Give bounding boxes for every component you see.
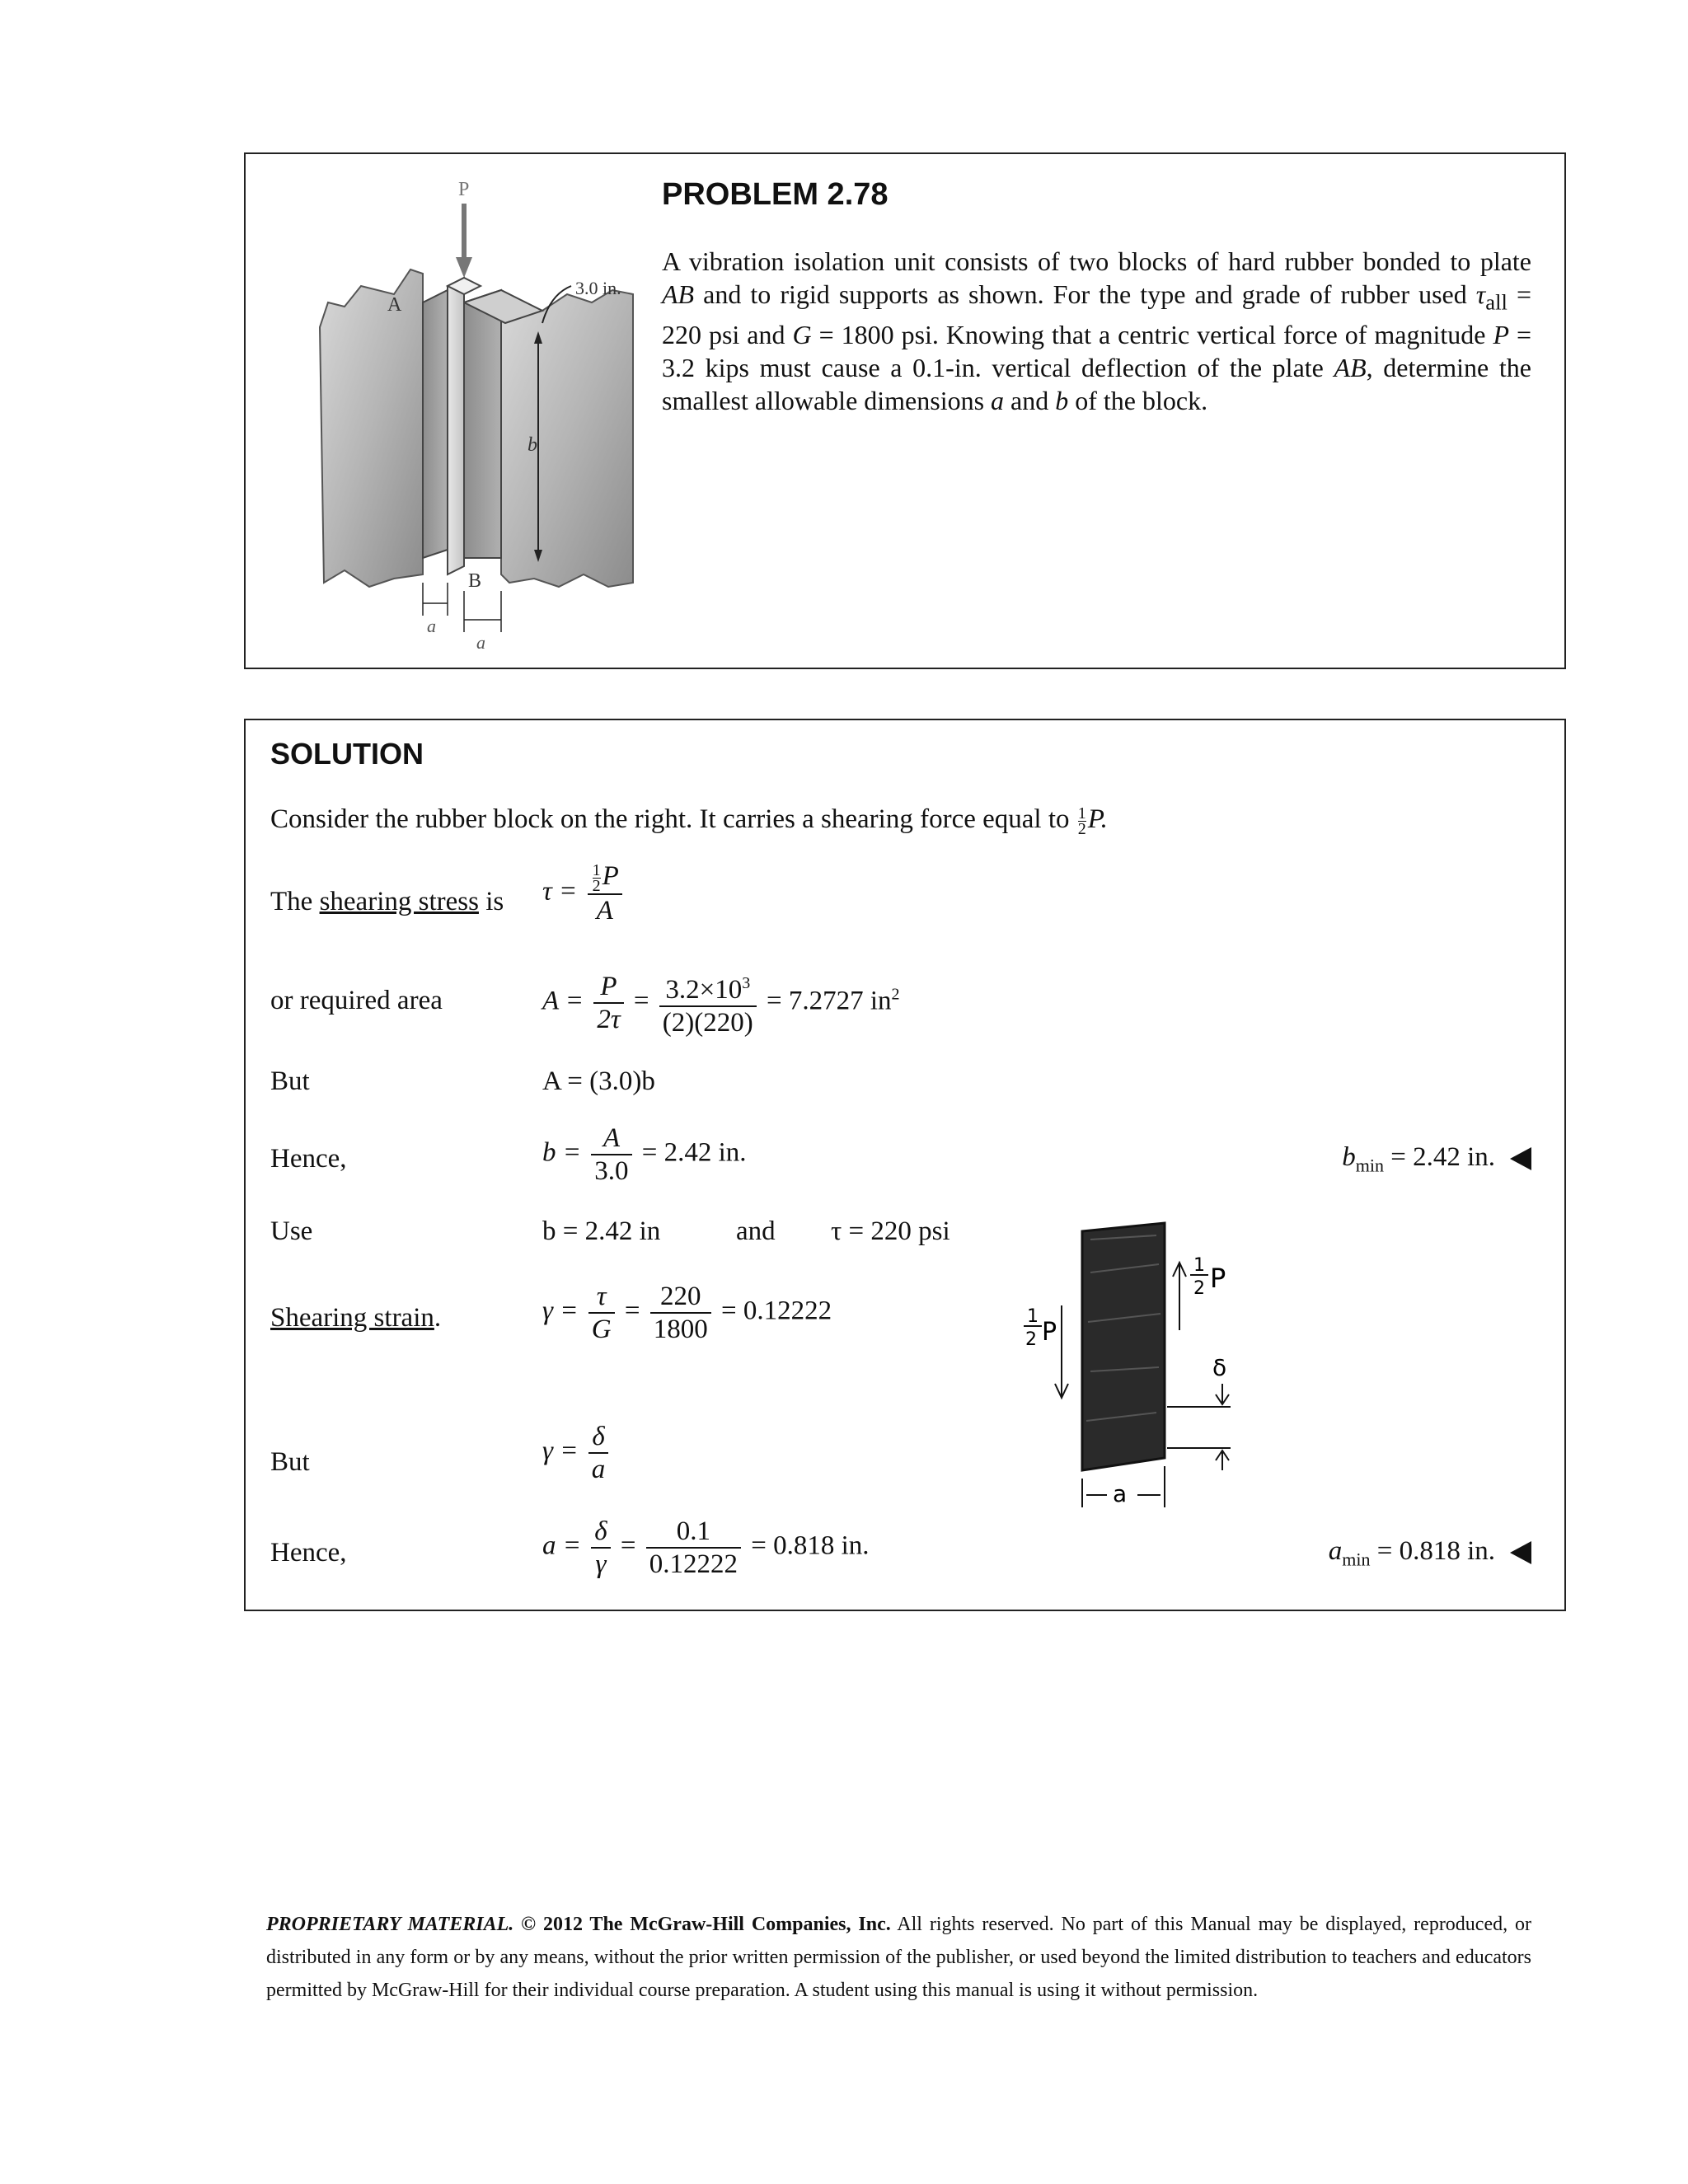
label-thickness: 3.0 in. xyxy=(575,278,621,298)
eq-shearing-strain: γ = $\frac{\tau}{G}$ = $\frac{220}{1800}$ = 0.12222 xyxy=(542,1282,832,1344)
label-but-2: But xyxy=(270,1447,310,1477)
eq-use-and: and xyxy=(736,1216,776,1246)
problem-title: PROBLEM 2.78 xyxy=(662,177,889,212)
answer-b-min: $b_{min} = 2.42$ in. xyxy=(1342,1142,1531,1177)
label-shearing-stress: The shearing stress is xyxy=(270,887,504,916)
eq-use-b: b = 2.42 in xyxy=(542,1216,661,1246)
right-rubber-block xyxy=(464,290,501,558)
eq-required-area: A = $\frac{P}{2\tau}$ = $\frac{3.2\times 10^3}{(2)(220)}$ = 7.2727 $in^2$ xyxy=(542,968,900,1038)
eq-a-value: a = $\frac{\delta}{\gamma}$ = $\frac{0.1}{0.12222}$ = 0.818 in. xyxy=(542,1516,870,1579)
solution-box xyxy=(244,719,1566,1611)
problem-box xyxy=(244,152,1566,669)
label-required-area: or required area xyxy=(270,986,443,1015)
label-shearing-strain: Shearing strain. xyxy=(270,1303,442,1333)
sketch-right-p: P xyxy=(1210,1263,1226,1294)
sketch-delta: δ xyxy=(1212,1354,1227,1381)
label-hence-2: Hence, xyxy=(270,1538,347,1568)
label-hence-1: Hence, xyxy=(270,1144,347,1174)
sketch-a: a xyxy=(1113,1480,1128,1507)
sketch-right-num: 1 xyxy=(1193,1255,1205,1276)
right-rigid-support xyxy=(501,290,633,587)
label-b-bottom: B xyxy=(468,570,482,592)
label-a-left: a xyxy=(427,616,436,636)
label-but-1: But xyxy=(270,1066,310,1096)
left-rubber-block xyxy=(423,290,448,558)
plate-ab xyxy=(448,278,464,574)
solution-title: SOLUTION xyxy=(270,737,424,771)
answer-a-min: $a_{min} = 0.818$ in. xyxy=(1329,1536,1531,1571)
sketch-left-num: 1 xyxy=(1027,1306,1039,1327)
eq-strain-delta: γ = $\frac{\delta}{a}$ xyxy=(542,1421,612,1485)
solution-intro: Consider the rubber block on the right. It carries a shearing force equal to $\frac{1}{2}$ P. xyxy=(270,804,1108,838)
answer-marker-icon xyxy=(1510,1147,1531,1170)
shear-deformation-sketch xyxy=(1012,1207,1251,1520)
eq-use-tau: τ = 220 psi xyxy=(831,1216,950,1246)
copyright-footer: PROPRIETARY MATERIAL. © 2012 The McGraw-Hill Companies, Inc. All rights reserved. No part of this Manual may be displayed, reproduced, or distributed in any form or by any means, without the prior written permission of the publisher, or used beyond the limited distribution to teachers and educators permitted by McGraw-Hill for their individual course preparation. A student using this manual is using it without permission. xyxy=(266,1914,1531,2001)
left-rigid-support xyxy=(320,269,423,587)
label-b-dim: b xyxy=(528,434,537,456)
deformed-rubber-block xyxy=(1082,1223,1165,1470)
sketch-left-p: P xyxy=(1042,1318,1057,1347)
sketch-right-den: 2 xyxy=(1193,1278,1205,1299)
answer-marker-icon xyxy=(1510,1541,1531,1564)
eq-shearing-stress: τ = $\frac{1}{2}$ P A xyxy=(542,860,626,926)
problem-statement: A vibration isolation unit consists of two blocks of hard rubber bonded to plate AB and to rigid supports as shown. For the type and grade of rubber used $\tau_{all} = 220$ psi and G = 1800 psi. Knowing that a centric vertical force of magnitude P = 3.2 kips must cause a 0.1-in. vertical deflection of the plate AB, determine the smallest allowable dimensions a and b of the block. xyxy=(662,246,1532,416)
eq-b-value: b = $\frac{A}{3.0}$ = 2.42 in. xyxy=(542,1123,747,1186)
label-p: P xyxy=(458,179,470,200)
rubber-isolation-unit-figure xyxy=(295,171,658,657)
eq-area-b: A = (3.0)b xyxy=(542,1066,655,1096)
label-a-right: a xyxy=(476,632,485,653)
sketch-left-den: 2 xyxy=(1025,1329,1037,1350)
label-a-top: A xyxy=(387,294,402,316)
label-use: Use xyxy=(270,1216,313,1246)
